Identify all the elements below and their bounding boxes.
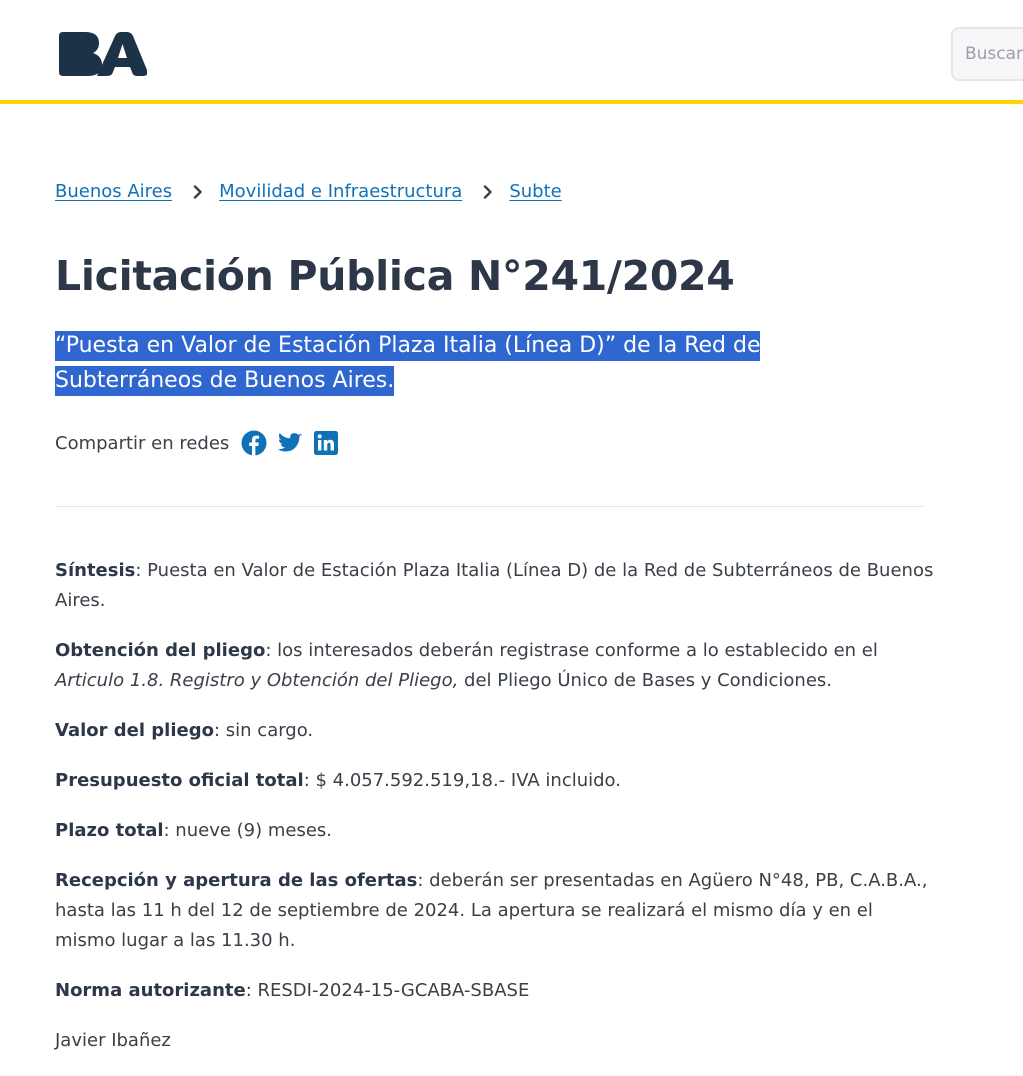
detail-valor <box>55 716 935 746</box>
detail-label: Síntesis <box>55 560 136 581</box>
detail-value-italic: Articulo 1.8. Registro y Obtención del Pliego, <box>55 670 459 691</box>
detail-label: Norma autorizante <box>55 980 246 1001</box>
site-header <box>0 0 1023 104</box>
chevron-right-icon <box>191 185 205 199</box>
detail-value: : Puesta en Valor de Estación Plaza Italia (Línea D) de la Red de Subterráneos de Buenos Aires. <box>55 560 934 611</box>
detail-value: : sin cargo. <box>214 720 314 741</box>
page-subtitle-text: “Puesta en Valor de Estación Plaza Italia (Línea D)” de la Red de Subterráneos de Buenos Aires. <box>55 331 760 396</box>
share-bar <box>55 430 349 456</box>
detail-obtencion <box>55 636 935 696</box>
tender-details <box>55 556 935 1076</box>
breadcrumb-link-movilidad[interactable]: Movilidad e Infraestructura <box>219 181 463 202</box>
share-label: Compartir en redes <box>55 432 230 454</box>
chevron-right-icon <box>481 185 495 199</box>
facebook-icon[interactable] <box>241 430 267 456</box>
detail-value: del Pliego Único de Bases y Condiciones. <box>458 670 833 691</box>
detail-value: : $ 4.057.592.519,18.- IVA incluido. <box>303 770 621 791</box>
divider <box>55 506 923 507</box>
detail-recepcion <box>55 866 935 956</box>
detail-value: : los interesados deberán registrase conforme a lo establecido en el <box>265 640 878 661</box>
detail-label: Obtención del pliego <box>55 640 266 661</box>
detail-norma <box>55 976 935 1006</box>
detail-value: : RESDI-2024-15-GCABA-SBASE <box>245 980 530 1001</box>
page-title: Licitación Pública N°241/2024 <box>55 252 735 300</box>
signature: Javier Ibañez <box>55 1030 171 1051</box>
detail-label: Valor del pliego <box>55 720 214 741</box>
breadcrumb <box>55 181 562 202</box>
detail-presupuesto <box>55 766 935 796</box>
detail-sintesis <box>55 556 935 616</box>
detail-value: : deberán ser presentadas en Agüero N°48, PB, C.A.B.A., hasta las 11 h del 12 de septiembre de 2024. La apertura se realizará el mismo día y en el mismo lugar a las 11.30 h. <box>55 870 928 951</box>
breadcrumb-link-subte[interactable]: Subte <box>509 181 562 202</box>
page-subtitle <box>55 328 915 398</box>
ba-logo[interactable] <box>57 30 147 78</box>
twitter-icon[interactable] <box>277 430 303 456</box>
detail-label: Plazo total <box>55 820 164 841</box>
detail-label: Presupuesto oficial total <box>55 770 304 791</box>
detail-value: : nueve (9) meses. <box>163 820 333 841</box>
detail-label: Recepción y apertura de las ofertas <box>55 870 418 891</box>
linkedin-icon[interactable] <box>313 430 339 456</box>
search-input[interactable] <box>951 27 1023 81</box>
breadcrumb-link-buenos-aires[interactable]: Buenos Aires <box>55 181 173 202</box>
detail-plazo <box>55 816 935 846</box>
